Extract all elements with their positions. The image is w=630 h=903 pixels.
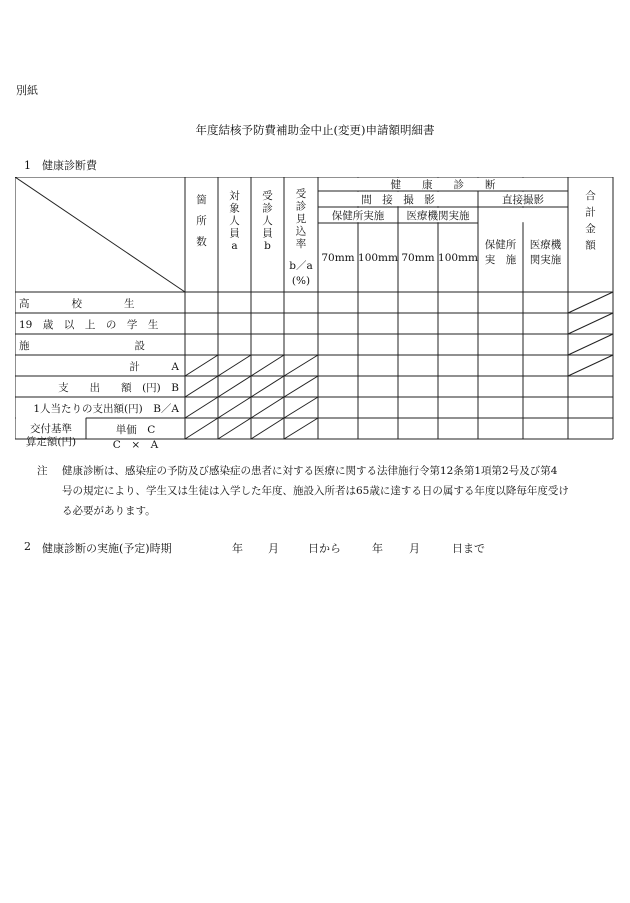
- slash-mark: [218, 355, 251, 376]
- header-examinees: 受: [262, 190, 273, 202]
- header-exam-rate: (%): [291, 275, 311, 287]
- slash-mark: [218, 418, 251, 439]
- header-exam-rate: 率: [295, 238, 307, 250]
- header-indirect: 間 接 撮 影: [361, 194, 435, 206]
- section-1-number: 1: [24, 159, 31, 172]
- slash-mark: [185, 397, 218, 418]
- row-label: 施 設: [19, 340, 145, 352]
- header-places: 所: [196, 215, 207, 227]
- header-direct-hokenjo: 保健所: [484, 239, 517, 251]
- header-examinees: b: [264, 240, 271, 252]
- header-examinees: 人: [262, 215, 273, 227]
- header-target-persons: 員: [229, 227, 240, 240]
- header-health-exam: 健 康 診 断: [390, 179, 496, 191]
- row-label: 1人当たりの支出額(円) B／A: [33, 403, 179, 415]
- slash-mark: [568, 292, 613, 313]
- footnote-line-2: 号の規定により、学生又は生徒は入学した年度、施設入所者は65歳に達する日の属する年度以降毎年度受け: [62, 485, 569, 497]
- row-label-c-times-a: C × A: [112, 439, 159, 451]
- slash-mark: [218, 376, 251, 397]
- to-day: 日まで: [452, 542, 485, 555]
- header-diagonal: [15, 177, 185, 292]
- row-label-grant-base: 交付基準: [30, 423, 72, 435]
- header-exam-rate: 込: [295, 225, 307, 238]
- slash-mark: [284, 376, 318, 397]
- attachment-label: 別紙: [16, 84, 38, 97]
- footnote-mark: 注: [37, 465, 48, 477]
- slash-mark: [185, 376, 218, 397]
- merged-cell-mask: [16, 417, 86, 418]
- header-total-amount: 金: [585, 223, 596, 235]
- from-year: 年: [232, 542, 243, 555]
- header-direct-hokenjo: 実 施: [484, 254, 517, 266]
- to-year: 年: [372, 542, 383, 555]
- footnote-body: [62, 461, 627, 521]
- header-places: 箇: [196, 194, 207, 206]
- slash-mark: [218, 397, 251, 418]
- section-1-label: 健康診断費: [42, 159, 97, 172]
- header-size-100mm: 100mm: [438, 252, 478, 264]
- header-places: 数: [196, 236, 207, 248]
- footnote-line-1: 健康診断は、感染症の予防及び感染症の患者に対する医療に関する法律施行令第12条第1項第2号及び第4: [62, 465, 558, 477]
- slash-mark: [568, 355, 613, 376]
- row-label: 19 歳 以 上 の 学 生: [19, 319, 159, 331]
- header-exam-rate: 受: [295, 188, 307, 200]
- section-2-label: 健康診断の実施(予定)時期: [42, 542, 172, 555]
- header-size-100mm: 100mm: [358, 252, 398, 264]
- slash-mark: [284, 355, 318, 376]
- header-direct-iryo: 関実施: [529, 254, 562, 266]
- slash-mark: [284, 418, 318, 439]
- slash-mark: [185, 355, 218, 376]
- header-size-70mm: 70mm: [321, 252, 355, 264]
- footnote-line-3: る必要があります。: [62, 505, 156, 517]
- header-exam-rate: 見: [295, 213, 307, 225]
- header-direct-iryo: 医療機: [529, 239, 562, 251]
- header-target-persons: 象: [229, 202, 240, 215]
- slash-mark: [251, 397, 284, 418]
- slash-mark: [251, 418, 284, 439]
- row-label: 高 校 生: [19, 298, 135, 310]
- to-month: 月: [409, 542, 420, 555]
- header-target-persons: a: [231, 240, 238, 252]
- header-examinees: 診: [262, 202, 273, 215]
- row-label: 支 出 額 (円) B: [58, 382, 179, 394]
- row-label: 計 A: [129, 361, 179, 373]
- header-exam-rate: 診: [295, 200, 307, 213]
- slash-mark: [568, 334, 613, 355]
- header-target-persons: 対: [229, 190, 240, 202]
- header-direct: 直接撮影: [502, 194, 544, 206]
- header-exam-rate: b／a: [289, 260, 313, 272]
- header-total-amount: 計: [585, 206, 596, 219]
- row-label-grant-base: 算定額(円): [25, 436, 77, 448]
- slash-mark: [284, 397, 318, 418]
- slash-mark: [568, 313, 613, 334]
- document-title: 年度結核予防費補助金中止(変更)申請額明細書: [195, 123, 435, 137]
- header-total-amount: 額: [585, 239, 596, 252]
- slash-mark: [185, 418, 218, 439]
- header-size-70mm: 70mm: [401, 252, 435, 264]
- section-1-heading: [24, 157, 97, 173]
- header-total-amount: 合: [585, 190, 596, 202]
- slash-mark: [251, 355, 284, 376]
- from-day: 日から: [308, 542, 341, 555]
- header-examinees: 員: [262, 227, 273, 240]
- header-target-persons: 人: [229, 215, 240, 227]
- row-label-unit-price: 単価 C: [115, 424, 156, 436]
- header-iryokikan: 医療機関実施: [406, 210, 470, 222]
- from-month: 月: [268, 542, 279, 555]
- merged-cell-mask: [479, 208, 567, 222]
- section-2-number: 2: [24, 540, 31, 553]
- header-hokenjo: 保健所実施: [331, 210, 385, 222]
- slash-mark: [251, 376, 284, 397]
- expense-detail-table: [15, 177, 615, 457]
